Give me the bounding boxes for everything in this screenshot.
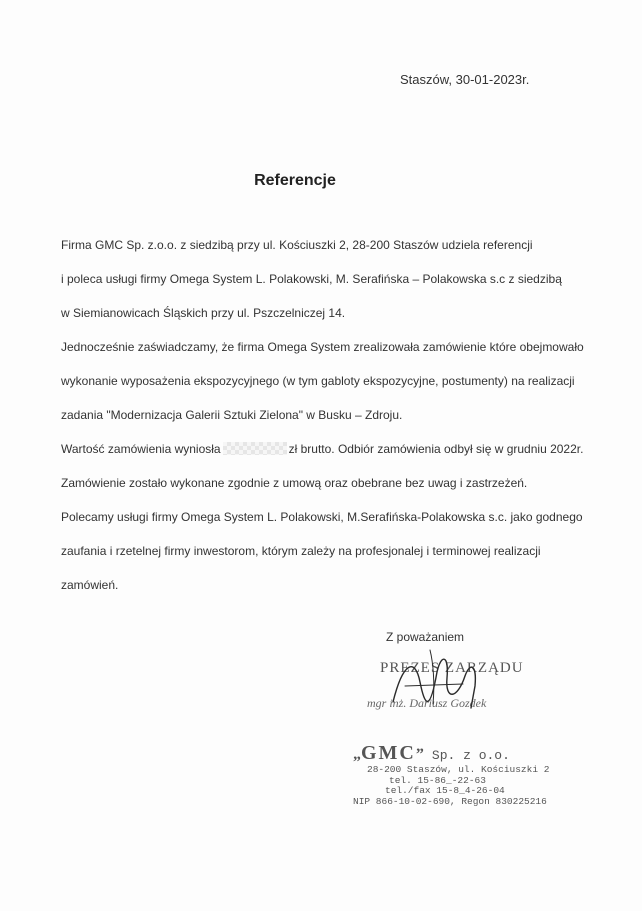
body-line: i poleca usługi firmy Omega System L. Polakowski, M. Serafińska – Polakowska s.c z siedzibą bbox=[61, 272, 562, 286]
stamp-company-name: GMC bbox=[361, 742, 416, 764]
body-line: wykonanie wyposażenia ekspozycyjnego (w tym gabloty ekspozycyjne, postumenty) na realizacji bbox=[61, 374, 575, 388]
stamp-company-suffix: Sp. z o.o. bbox=[431, 748, 510, 763]
body-line: Zamówienie zostało wykonane zgodnie z umową oraz obebrane bez uwag i zastrzeżeń. bbox=[61, 476, 528, 490]
letter-date: Staszów, 30-01-2023r. bbox=[400, 72, 530, 87]
stamp-quote-open: „ bbox=[353, 746, 361, 763]
letter-title: Referencje bbox=[254, 172, 336, 189]
body-line: Polecamy usługi firmy Omega System L. Polakowski, M.Serafińska-Polakowska s.c. jako godnego bbox=[61, 510, 583, 524]
stamp-quote-close: ” bbox=[415, 746, 424, 763]
amount-label: Wartość zamówienia wyniosła bbox=[61, 442, 221, 456]
handwritten-signature bbox=[375, 642, 495, 722]
body-line: Jednocześnie zaświadczamy, że firma Omega System zrealizowała zamówienie które obejmowało bbox=[61, 340, 584, 354]
body-line: Firma GMC Sp. z.o.o. z siedzibą przy ul. Kościuszki 2, 28-200 Staszów udziela referencji bbox=[61, 238, 533, 252]
closing-greeting: Z poważaniem bbox=[386, 630, 465, 644]
body-line: w Siemianowicach Śląskich przy ul. Pszczelniczej 14. bbox=[61, 306, 346, 320]
amount-suffix: zł brutto. Odbiór zamówienia odbył się w grudniu 2022r. bbox=[288, 442, 584, 456]
stamp-signatory-name: mgr inż. Dariusz Gozdek bbox=[367, 696, 487, 710]
body-line: zadania "Modernizacja Galerii Sztuki Zielona" w Busku – Zdroju. bbox=[61, 408, 403, 422]
stamp-address: 28-200 Staszów, ul. Kościuszki 2 bbox=[367, 764, 550, 775]
company-stamp-header bbox=[353, 742, 549, 765]
redacted-amount bbox=[223, 442, 287, 455]
body-line: zamówień. bbox=[61, 578, 119, 592]
body-line-amount bbox=[61, 442, 583, 456]
stamp-telfax: tel./fax 15-8_4-26-04 bbox=[385, 785, 505, 796]
body-line: zaufania i rzetelnej firmy inwestorom, którym zależy na profesjonalej i terminowej realizacji bbox=[61, 544, 541, 558]
stamp-nip-regon: NIP 866-10-02-690, Regon 830225216 bbox=[353, 795, 547, 807]
stamp-tel: tel. 15-86_-22-63 bbox=[389, 774, 486, 786]
stamp-prezes-zarzadu: PREZES ZARZĄDU bbox=[380, 660, 524, 676]
company-stamp bbox=[353, 742, 549, 807]
